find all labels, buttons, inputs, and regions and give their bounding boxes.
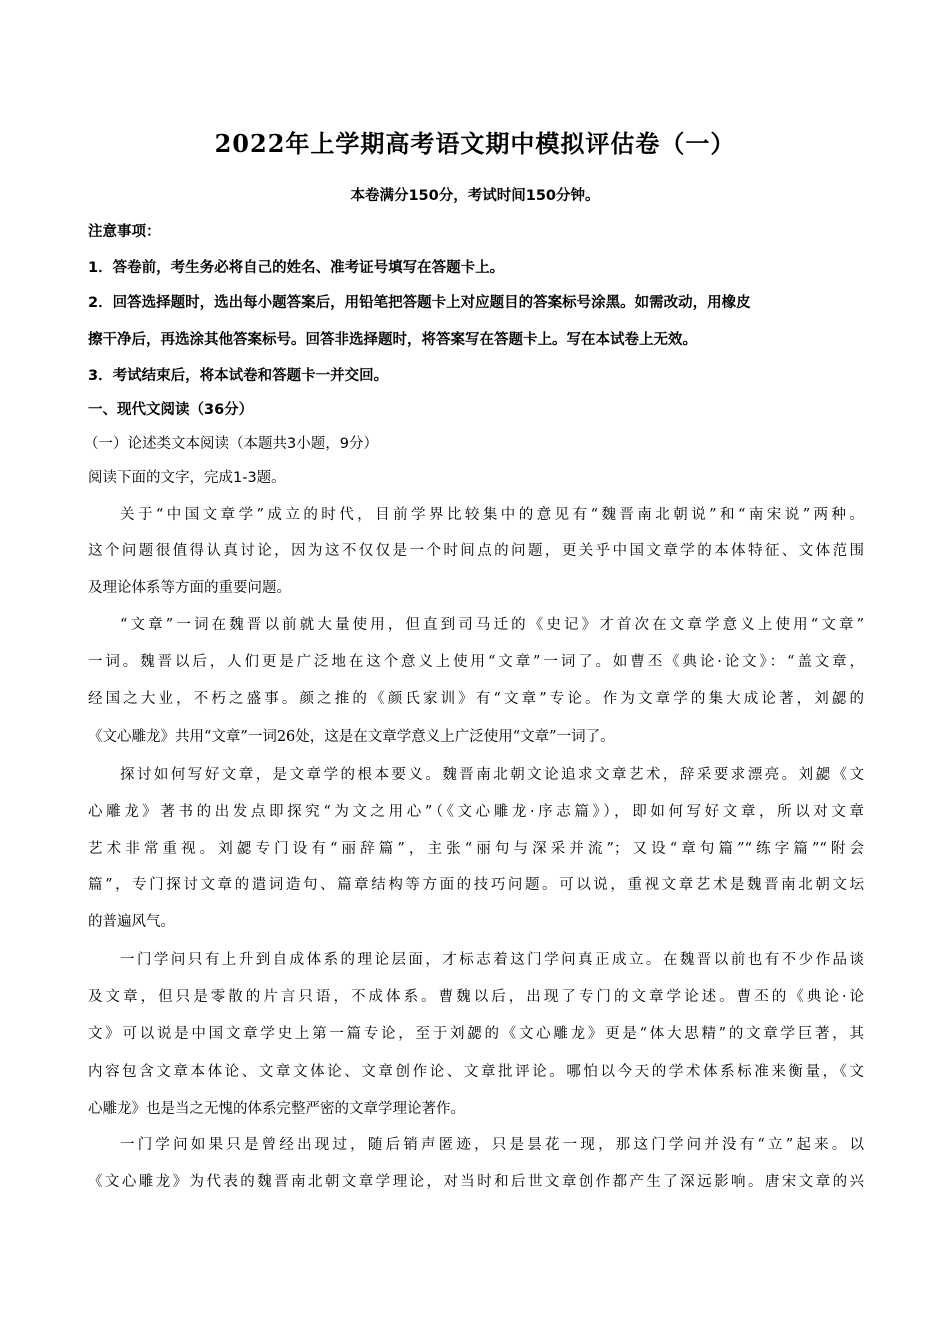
passage-line: 探讨如何写好文章，是文章学的根本要义。魏晋南北朝文论追求文章艺术，辞采要求漂亮。刘勰《文 (120, 767, 864, 783)
passage-line: 心雕龙》也是当之无愧的体系完整严密的文章学理论著作。 (88, 1101, 465, 1117)
passage-line: 《文心雕龙》为代表的魏晋南北朝文章学理论，对当时和后世文章创作都产生了深远影响。唐宋文章的兴 (88, 1174, 864, 1190)
notes-item-3: 3．考试结束后，将本试卷和答题卡一并交回。 (88, 368, 389, 384)
passage-line: 一门学问如果只是曾经出现过，随后销声匿迹，只是昙花一现，那这门学问并没有“立”起来。以 (120, 1137, 864, 1153)
notes-item-1: 1．答卷前，考生务必将自己的姓名、准考证号填写在答题卡上。 (88, 260, 505, 276)
passage-line: 经国之大业，不朽之盛事。颜之推的《颜氏家训》有“文章”专论。作为文章学的集大成论著，刘勰的 (88, 691, 864, 707)
instruction: 阅读下面的文字，完成1-3题。 (88, 470, 286, 486)
passage-line: 及理论体系等方面的重要问题。 (88, 580, 291, 596)
passage-line: 的普遍风气。 (88, 914, 175, 930)
passage-line: 一门学问只有上升到自成体系的理论层面，才标志着这门学问真正成立。在魏晋以前也有不少作品谈 (120, 952, 864, 968)
passage-line: 篇”，专门探讨文章的遣词造句、篇章结构等方面的技巧问题。可以说，重视文章艺术是魏晋南北朝文坛 (88, 877, 864, 893)
exam-info: 本卷满分150分，考试时间150分钟。 (350, 188, 600, 204)
passage-line: 一词。魏晋以后，人们更是广泛地在这个意义上使用“文章”一词了。如曹丕《典论·论文》：“盖文章， (88, 654, 864, 670)
passage-line: 艺术非常重视。刘勰专门设有“丽辞篇”，主张“丽句与深采并流”；又设“章句篇”“练字篇”“附会 (88, 841, 864, 857)
notes-item-2-line-2: 擦干净后，再选涂其他答案标号。回答非选择题时，将答案写在答题卡上。写在本试卷上无效。 (88, 332, 697, 348)
passage-line: “文章”一词在魏晋以前就大量使用，但直到司马迁的《史记》才首次在文章学意义上使用“文章” (120, 617, 864, 633)
passage-line: 这个问题很值得认真讨论，因为这不仅仅是一个时间点的问题，更关乎中国文章学的本体特征、文体范围 (88, 543, 864, 559)
notes-item-2-line-1: 2．回答选择题时，选出每小题答案后，用铅笔把答题卡上对应题目的答案标号涂黑。如需改动，用橡皮 (88, 295, 751, 311)
passage-line: 文》可以说是中国文章学史上第一篇专论，至于刘勰的《文心雕龙》更是“体大思精”的文章学巨著，其 (88, 1026, 864, 1042)
passage-line: 内容包含文章本体论、文章文体论、文章创作论、文章批评论。哪怕以今天的学术体系标准来衡量，《文 (88, 1064, 864, 1080)
passage-line: 关于“中国文章学”成立的时代，目前学界比较集中的意见有“魏晋南北朝说”和“南宋说”两种。 (120, 507, 864, 523)
page-title: 2022年上学期高考语文期中模拟评估卷（一） (214, 129, 736, 158)
notes-heading: 注意事项： (88, 224, 161, 240)
passage-line: 及文章，但只是零散的片言只语，不成体系。曹魏以后，出现了专门的文章学论述。曹丕的《典论·论 (88, 989, 864, 1005)
section-heading: 一、现代文阅读（36分） (88, 402, 254, 418)
passage-line: 《文心雕龙》共用“文章”一词26处，这是在文章学意义上广泛使用“文章”一词了。 (88, 729, 615, 745)
passage-line: 心雕龙》著书的出发点即探究“为文之用心”（《文心雕龙·序志篇》），即如何写好文章，所以对文章 (88, 804, 864, 820)
subsection-heading: （一）论述类文本阅读（本题共3小题，9分） (84, 436, 378, 452)
